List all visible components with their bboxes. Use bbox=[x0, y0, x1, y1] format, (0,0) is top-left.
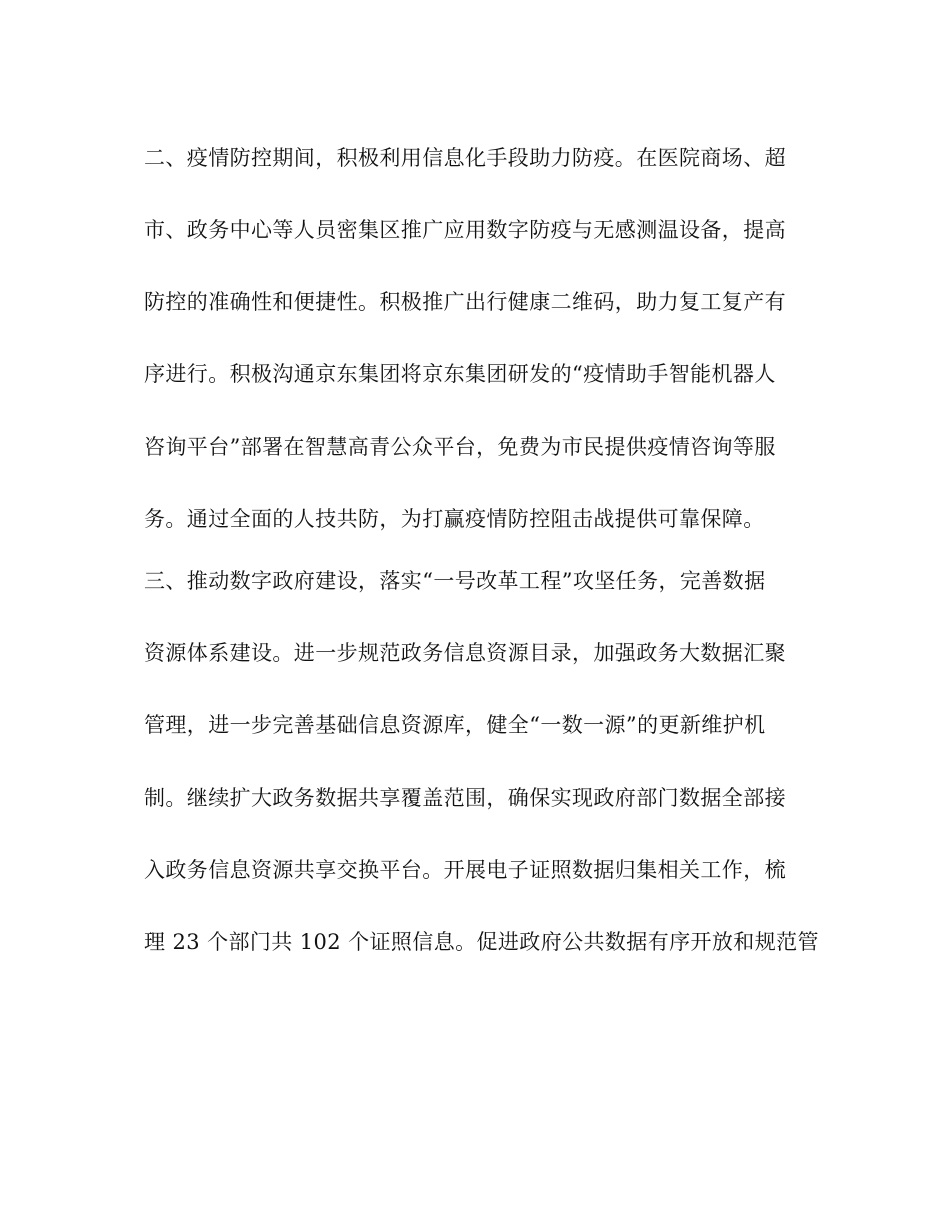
text-line: 制。继续扩大政务数据共享覆盖范围，确保实现政府部门数据全部接 bbox=[144, 786, 786, 810]
text-line: 理 23 个部门共 102 个证照信息。促进政府公共数据有序开放和规范管 bbox=[144, 930, 819, 954]
text-line: 入政务信息资源共享交换平台。开展电子证照数据归集相关工作，梳 bbox=[144, 858, 786, 882]
text-line: 务。通过全面的人技共防，为打赢疫情防控阻击战提供可靠保障。 bbox=[144, 507, 765, 531]
text-line: 资源体系建设。进一步规范政务信息资源目录，加强政务大数据汇聚 bbox=[144, 641, 786, 665]
text-line: 防控的准确性和便捷性。积极推广出行健康二维码，助力复工复产有 bbox=[144, 290, 786, 314]
text-line: 二、疫情防控期间，积极利用信息化手段助力防疫。在医院商场、超 bbox=[144, 146, 786, 170]
text-line: 序进行。积极沟通京东集团将京东集团研发的“疫情助手智能机器人 bbox=[144, 362, 776, 386]
text-line: 市、政务中心等人员密集区推广应用数字防疫与无感测温设备，提高 bbox=[144, 218, 786, 242]
text-line: 咨询平台”部署在智慧高青公众平台，免费为市民提供疫情咨询等服 bbox=[144, 435, 776, 459]
text-line: 管理，进一步完善基础信息资源库，健全“一数一源”的更新维护机 bbox=[144, 713, 766, 737]
text-line: 三、推动数字政府建设，落实“一号改革工程”攻坚任务，完善数据 bbox=[144, 569, 766, 593]
